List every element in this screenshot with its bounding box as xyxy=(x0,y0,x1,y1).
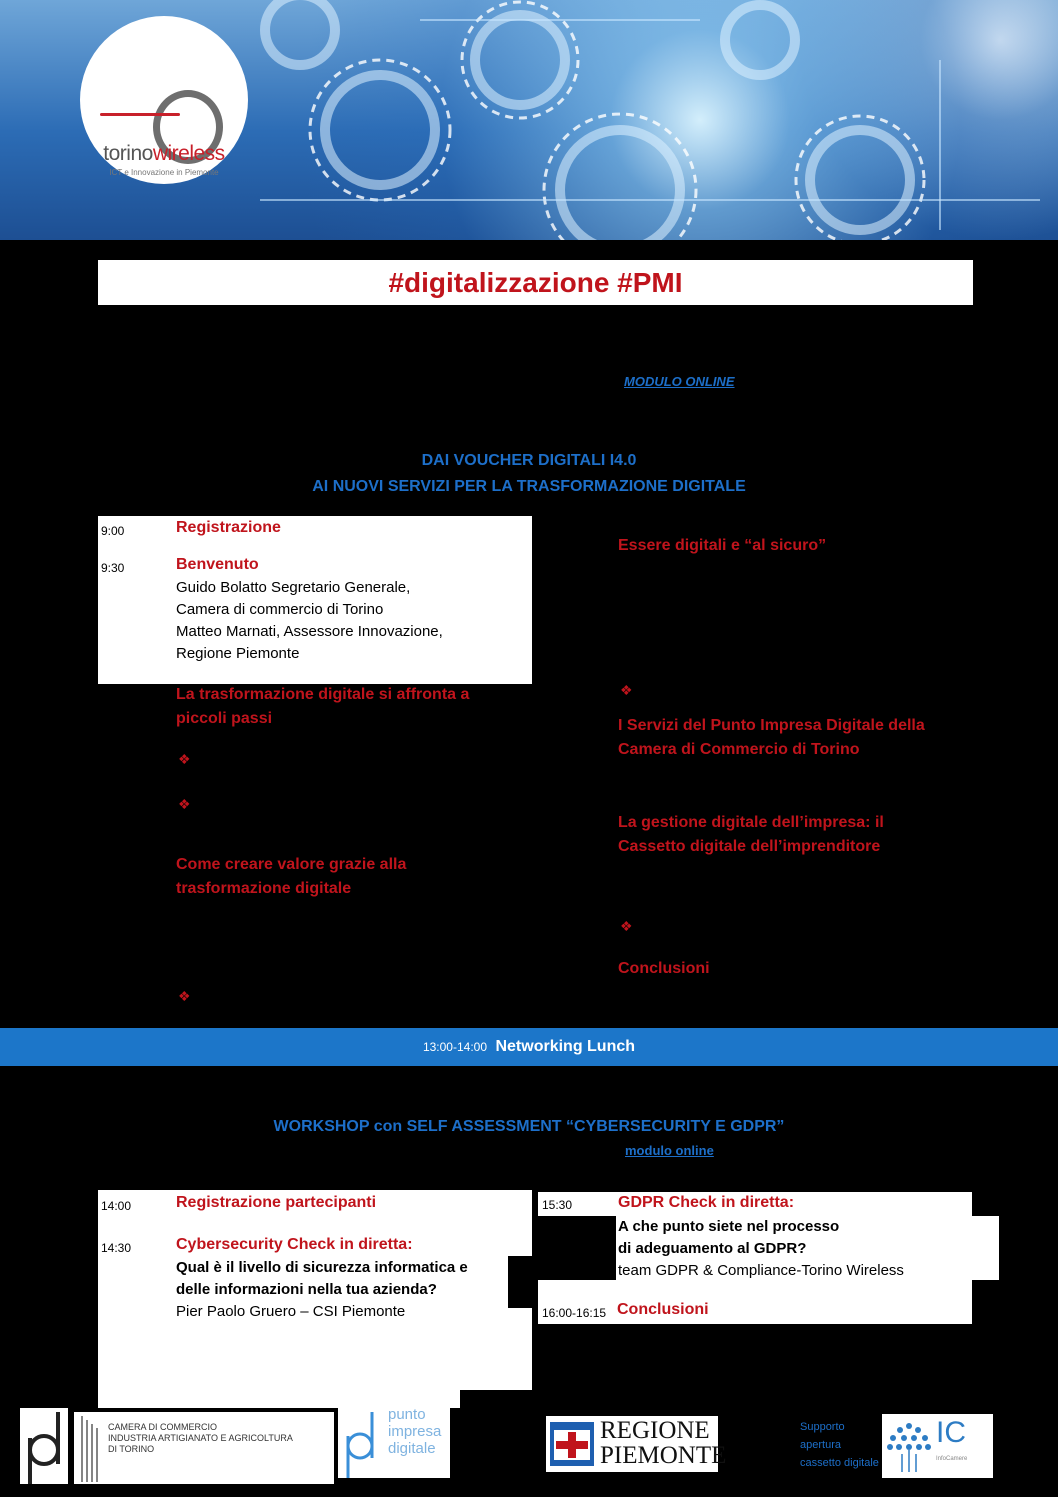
session-heading: La trasformazione digitale si affronta a xyxy=(176,686,470,703)
punto-impresa-digitale-logo xyxy=(338,1408,450,1478)
regione-piemonte-logo xyxy=(546,1416,727,1472)
bullet-diamond-icon: ❖ xyxy=(178,796,191,812)
agenda-time: 9:30 xyxy=(101,561,125,575)
agenda-line: di adeguamento al GDPR? xyxy=(618,1240,807,1257)
logo-tagline: ICT e Innovazione in Piemonte xyxy=(109,168,219,177)
pid-mark-logo xyxy=(20,1408,68,1484)
infocamere-tree-icon xyxy=(884,1418,934,1474)
pid-logo-icon xyxy=(340,1408,380,1478)
session-heading: Camera di Commercio di Torino xyxy=(618,741,860,758)
bullet-diamond-icon: ❖ xyxy=(620,918,633,934)
workshop-online-link[interactable]: modulo online xyxy=(625,1143,714,1158)
infocamere-sub: InfoCamere xyxy=(936,1456,968,1462)
agenda-speaker: Pier Paolo Gruero – CSI Piemonte xyxy=(176,1303,406,1320)
session-heading: La gestione digitale dell’impresa: il xyxy=(618,814,884,831)
agenda-title: Registrazione partecipanti xyxy=(176,1194,377,1211)
module-online-link[interactable]: MODULO ONLINE xyxy=(624,374,735,389)
agenda-title: Conclusioni xyxy=(617,1301,709,1318)
agenda-time: 9:00 xyxy=(101,524,125,538)
agenda-time: 14:00 xyxy=(101,1199,132,1213)
section-heading-line2: AI NUOVI SERVIZI PER LA TRASFORMAZIONE DIGITALE xyxy=(312,478,746,495)
agenda-title: Benvenuto xyxy=(176,556,259,573)
session-heading: Essere digitali e “al sicuro” xyxy=(618,537,827,554)
agenda-time: 16:00-16:15 xyxy=(542,1306,607,1320)
infocamere-label: IC xyxy=(936,1416,966,1449)
page-title: #digitalizzazione #PMI xyxy=(388,267,683,298)
regione-name: REGIONE PIEMONTE xyxy=(600,1417,727,1469)
support-caption: Supporto apertura cassetto digitale xyxy=(800,1421,879,1469)
bullet-diamond-icon: ❖ xyxy=(178,751,191,767)
section-heading-line1: DAI VOUCHER DIGITALI I4.0 xyxy=(421,452,637,469)
agenda-title: Registrazione xyxy=(176,519,281,536)
bullet-diamond-icon: ❖ xyxy=(178,988,191,1004)
logo-swoosh-icon xyxy=(100,113,180,116)
agenda-line: Camera di commercio di Torino xyxy=(176,601,384,618)
agenda-line: Qual è il livello di sicurezza informatica e xyxy=(176,1259,468,1276)
agenda-time: 14:30 xyxy=(101,1241,132,1255)
session-heading: Cassetto digitale dell’imprenditore xyxy=(618,838,881,855)
agenda-time: 15:30 xyxy=(542,1198,573,1212)
infocamere-logo xyxy=(882,1414,993,1478)
agenda-speaker: team GDPR & Compliance-Torino Wireless xyxy=(618,1262,904,1279)
bullet-diamond-icon: ❖ xyxy=(620,682,633,698)
session-heading: Come creare valore grazie alla xyxy=(176,856,407,873)
session-heading: piccoli passi xyxy=(176,710,273,727)
logo-name: torinowireless xyxy=(103,142,225,165)
chamber-logo xyxy=(74,1412,334,1484)
workshop-title: WORKSHOP con SELF ASSESSMENT “CYBERSECURITY E GDPR” xyxy=(273,1118,785,1135)
agenda-title: GDPR Check in diretta: xyxy=(618,1194,795,1211)
chamber-name: CAMERA DI COMMERCIO INDUSTRIA ARTIGIANATO E AGRICOLTURA DI TORINO xyxy=(108,1422,293,1454)
agenda-line: Guido Bolatto Segretario Generale, xyxy=(176,579,411,596)
pid-mark-icon xyxy=(20,1408,68,1484)
page-title-box xyxy=(98,260,973,305)
lunch-bar xyxy=(0,1028,1058,1066)
lunch-time: 13:00-14:00 xyxy=(422,1040,488,1054)
lunch-label: Networking Lunch xyxy=(495,1038,636,1055)
agenda-line: A che punto siete nel processo xyxy=(618,1218,840,1235)
session-heading: trasformazione digitale xyxy=(176,880,352,897)
chamber-emblem-icon xyxy=(78,1412,100,1484)
pid-logo-text: punto impresa digitale xyxy=(388,1406,442,1457)
header-banner xyxy=(0,0,1058,240)
agenda-title: Cybersecurity Check in diretta: xyxy=(176,1236,413,1253)
agenda-line: delle informazioni nella tua azienda? xyxy=(176,1281,437,1298)
agenda-line: Regione Piemonte xyxy=(176,645,300,662)
agenda-line: Matteo Marnati, Assessore Innovazione, xyxy=(176,623,443,640)
session-heading: Conclusioni xyxy=(618,960,710,977)
regione-flag-icon xyxy=(550,1422,594,1466)
box-notch xyxy=(508,1256,532,1308)
session-heading: I Servizi del Punto Impresa Digitale della xyxy=(618,717,925,734)
